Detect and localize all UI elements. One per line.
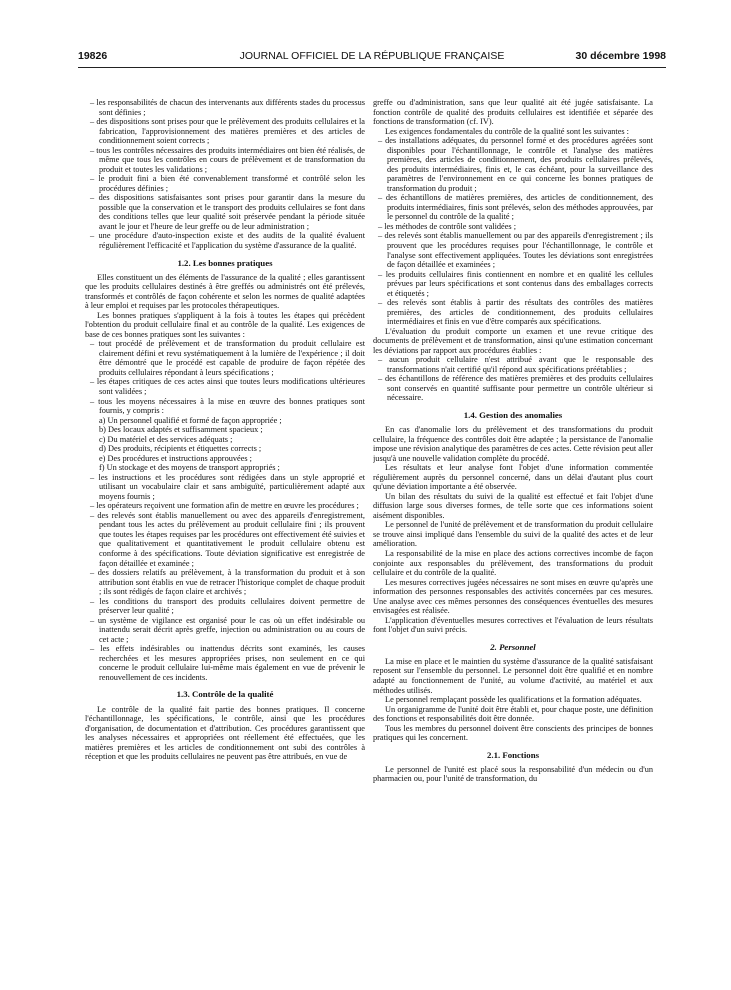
- list-item: – des dispositions sont prises pour que le prélèvement des produits cellulaires et la fabrication, l'approvisionnement des matières premières et des articles de conditionnement soient corrects ;: [90, 117, 365, 146]
- paragraph: Un bilan des résultats du suivi de la qualité est effectué et fait l'objet d'une diffusion large sous diverses formes, de telle sorte que ces informations soient aisément disponibles.: [373, 491, 653, 520]
- paragraph: Le personnel de l'unité de prélèvement et de transformation du produit cellulaire se trouve ainsi impliqué dans l'ensemble du suivi de la qualité des actes et de leur amélioration.: [373, 520, 653, 549]
- section-heading: 1.3. Contrôle de la qualité: [176, 689, 274, 700]
- running-header: [78, 50, 666, 66]
- list-item: – des dossiers relatifs au prélèvement, à la transformation du produit et à son attribution sont établis en vue de retracer l'historique complet de chaque produit ; ils sont rédigés de façon claire et archivés ;: [90, 568, 365, 597]
- list-item: – les méthodes de contrôle sont validées ;: [378, 221, 517, 231]
- paragraph: La responsabilité de la mise en place des actions correctives incombe de façon conjointe aux responsables du prélèvement, des transformations du produit cellulaire et du contrôle de la qualité.: [373, 549, 653, 578]
- paragraph: Les bonnes pratiques s'appliquent à la fois à toutes les étapes qui précèdent l'obtention du produit cellulaire final et au contrôle de la qualité. Les exigences de base de ces bonnes pratiques sont les suivantes :: [85, 310, 365, 339]
- paragraph: Le contrôle de la qualité fait partie des bonnes pratiques. Il concerne l'échantillonnage, les spécifications, le contrôle, ainsi que les procédures d'organisation, de documentation et d'attribution. Ces procédures garantissent que les analyses nécessaires et appropriées ont réellement été effectuées, que les matières premières et les articles de conditionnement ont subi des contrôles à réception et que les produits cellulaires ne peuvent pas être attribués, en vue de: [85, 704, 365, 762]
- list-item: – des échantillons de référence des matières premières et des produits cellulaires sont conservés en quantité suffisante pour permettre un contrôle ultérieur si nécessaire.: [378, 374, 653, 403]
- list-item: – tout procédé de prélèvement et de transformation du produit cellulaire est clairement défini et revu systématiquement à la lumière de l'expérience ; il doit être démontré que le procédé est capable de produire de façon répétée des produits cellulaires répondant à leurs spécifications ;: [90, 339, 365, 377]
- page-number: 19826: [78, 50, 108, 62]
- list-item: – des relevés sont établis manuellement ou avec des appareils d'enregistrement, pendant tous les actes du prélèvement au produit cellulaire fini ; ils prouvent que toutes les étapes requises par les procédures ont effectivement été suivies et que qualitativement et quantitativement le produit cellulaire obtenu est conforme à des spécifications. Toute déviation significative est enregistrée de façon détaillée et examinée ;: [90, 510, 365, 568]
- section-heading: 2.1. Fonctions: [486, 749, 540, 760]
- paragraph: Les mesures correctives jugées nécessaires ne sont mises en œuvre qu'après une information des personnes responsables des activités concernées par ces mesures. Une analyse avec ces mêmes personnes des conséquences éventuelles des mesures envisagées est réalisée.: [373, 577, 653, 616]
- journal-title: JOURNAL OFFICIEL DE LA RÉPUBLIQUE FRANÇAISE: [239, 50, 505, 62]
- chapter-heading: 2. Personnel: [490, 641, 536, 652]
- paragraph: Un organigramme de l'unité doit être établi et, pour chaque poste, une définition des fonctions et responsabilités doit être donnée.: [373, 704, 653, 724]
- header-rule: [78, 67, 666, 68]
- list-item: – des relevés sont établis manuellement ou par des appareils d'enregistrement ; ils prouvent que les procédures requises pour l'échantillonnage, le contrôle et l'analyse sont effectivement appliquées. Toutes les déviations sont enregistrées de façon détaillée et examinées ;: [378, 231, 653, 270]
- list-item: – les effets indésirables ou inattendus décrits sont examinés, les causes recherchées et les mesures appropriées prises, non seulement en ce qui concerne le produit cellulaire lui-même mais également en vue de prévenir le renouvellement de ces incidents.: [90, 644, 365, 682]
- paragraph: L'évaluation du produit comporte un examen et une revue critique des documents de prélèvement et de transformation, ainsi qu'une estimation concernant les déviations par rapport aux procédures établies :: [373, 326, 653, 355]
- sub-list-item: e) Des procédures et instructions approuvées ;: [99, 453, 252, 463]
- list-item: – les produits cellulaires finis contiennent en nombre et en qualité les cellules prévues par leurs spécifications et sont contenus dans des emballages corrects et étiquetés ;: [378, 269, 653, 298]
- sub-list-item: d) Des produits, récipients et étiquettes corrects ;: [99, 444, 262, 454]
- paragraph: La mise en place et le maintien du système d'assurance de la qualité satisfaisant reposent sur l'ensemble du personnel. Le personnel doit être qualifié et en nombre adapté au fonctionnement de l'unité, au volume d'activité, au matériel et aux méthodes utilisés.: [373, 656, 653, 695]
- paragraph: Les résultats et leur analyse font l'objet d'une information commentée régulièrement auprès du personnel concerné, dans un délai d'autant plus court qu'une déviation importante a été observée.: [373, 463, 653, 492]
- left-column: [85, 98, 365, 978]
- list-item: – les étapes critiques de ces actes ainsi que toutes leurs modifications ultérieures sont validées ;: [90, 377, 365, 396]
- right-column: [373, 98, 653, 978]
- list-item: – les conditions du transport des produits cellulaires doivent permettre de préserver leur qualité ;: [90, 596, 365, 616]
- list-item: – un système de vigilance est organisé pour le cas où un effet indésirable ou inattendu serait décrit après greffe, injection ou administration ou au cours de cet acte ;: [90, 615, 365, 644]
- list-item: – des relevés sont établis à partir des résultats des contrôles des matières premières, des articles de conditionnement, des produits cellulaires intermédiaires et finis en vue d'être comparés aux spécifications.: [378, 298, 653, 327]
- sub-list-item: b) Des locaux adaptés et suffisamment spacieux ;: [99, 425, 263, 435]
- issue-date: 30 décembre 1998: [575, 50, 666, 62]
- paragraph: Le personnel de l'unité est placé sous la responsabilité d'un médecin ou d'un pharmacien ou, pour l'unité de transformation, du: [373, 764, 653, 784]
- sub-list-item: f) Un stockage et des moyens de transport appropriés ;: [99, 463, 280, 473]
- list-item: – les responsabilités de chacun des intervenants aux différents stades du processus sont définies ;: [90, 98, 365, 117]
- list-item: – des échantillons de matières premières, des articles de conditionnement, des produits intermédiaires, finis sont prélevés, selon des méthodes approuvées, par le personnel du contrôle de la qualité ;: [378, 193, 653, 222]
- list-item: – le produit fini a bien été convenablement transformé et contrôlé selon les procédures définies ;: [90, 174, 365, 193]
- list-item: – des installations adéquates, du personnel formé et des procédures agréées sont disponibles pour l'échantillonnage, le contrôle et l'analyse des matières premières, des articles de conditionnement, des produits cellulaires prélevés, des produits intermédiaires, finis et, le cas échéant, pour la surveillance des paramètres de l'environnement en ce qui concerne les bonnes pratiques de transformation du produit ;: [378, 136, 653, 193]
- paragraph: Tous les membres du personnel doivent être conscients des principes de bonnes pratiques qui les concernent.: [373, 723, 653, 743]
- paragraph-continuation: greffe ou d'administration, sans que leur qualité ait été jugée satisfaisante. La fonction contrôle de qualité des produits cellulaires est identifiée et séparée des fonctions de transformation (cf. IV).: [373, 98, 653, 127]
- paragraph: L'application d'éventuelles mesures correctives et l'évaluation de leurs résultats font l'objet d'un suivi précis.: [373, 615, 653, 635]
- list-item: – les instructions et les procédures sont rédigées dans un style approprié et utilisant un vocabulaire clair et sans ambiguïté, particulièrement adapté aux moyens fournis ;: [90, 472, 365, 501]
- paragraph: Les exigences fondamentales du contrôle de la qualité sont les suivantes :: [385, 126, 629, 136]
- sub-list-item: a) Un personnel qualifié et formé de façon appropriée ;: [99, 415, 282, 425]
- section-heading: 1.4. Gestion des anomalies: [463, 410, 563, 420]
- list-item: – une procédure d'auto-inspection existe et des audits de la qualité évaluent régulièrement l'efficacité et l'application du système d'assurance de la qualité.: [90, 231, 365, 250]
- paragraph: En cas d'anomalie lors du prélèvement et des transformations du produit cellulaire, la fréquence des contrôles doit être adaptée ; la persistance de l'anomalie impose une révision analytique des paramètres de ces actes. Cette révision peut aller jusqu'à une nouvelle validation complète du procédé.: [373, 425, 653, 463]
- paragraph: Elles constituent un des éléments de l'assurance de la qualité ; elles garantissent que les produits cellulaires destinés à être greffés ou administrés ont été prélevés, transformés et contrôlés de façon cohérente et selon les normes de qualité adaptées à leur emploi et requises par les protocoles thérapeutiques.: [85, 272, 365, 311]
- sub-list-item: c) Du matériel et des services adéquats ;: [99, 434, 233, 444]
- list-item: – les opérateurs reçoivent une formation afin de mettre en œuvre les procédures ;: [90, 501, 359, 511]
- list-item: – tous les moyens nécessaires à la mise en œuvre des bonnes pratiques sont fournis, y compris :: [90, 396, 365, 416]
- list-item: – aucun produit cellulaire n'est attribué avant que le responsable des transformations n'ait certifié qu'il répond aux spécifications préétablies ;: [378, 355, 653, 374]
- section-heading: 1.2. Les bonnes pratiques: [177, 257, 273, 268]
- paragraph: Le personnel remplaçant possède les qualifications et la formation adéquates.: [385, 695, 642, 705]
- list-item: – tous les contrôles nécessaires des produits intermédiaires ont bien été réalisés, de même que tous les contrôles en cours de prélèvement et de transformation du produit et toutes les validations ;: [90, 145, 365, 174]
- list-item: – des dispositions satisfaisantes sont prises pour garantir dans la mesure du possible que la conservation et le transport des produits cellulaires se font dans des conditions telles que leur qualité soit préservée pendant la période située avant le jour et l'heure de leur greffe ou de leur administration ;: [90, 193, 365, 231]
